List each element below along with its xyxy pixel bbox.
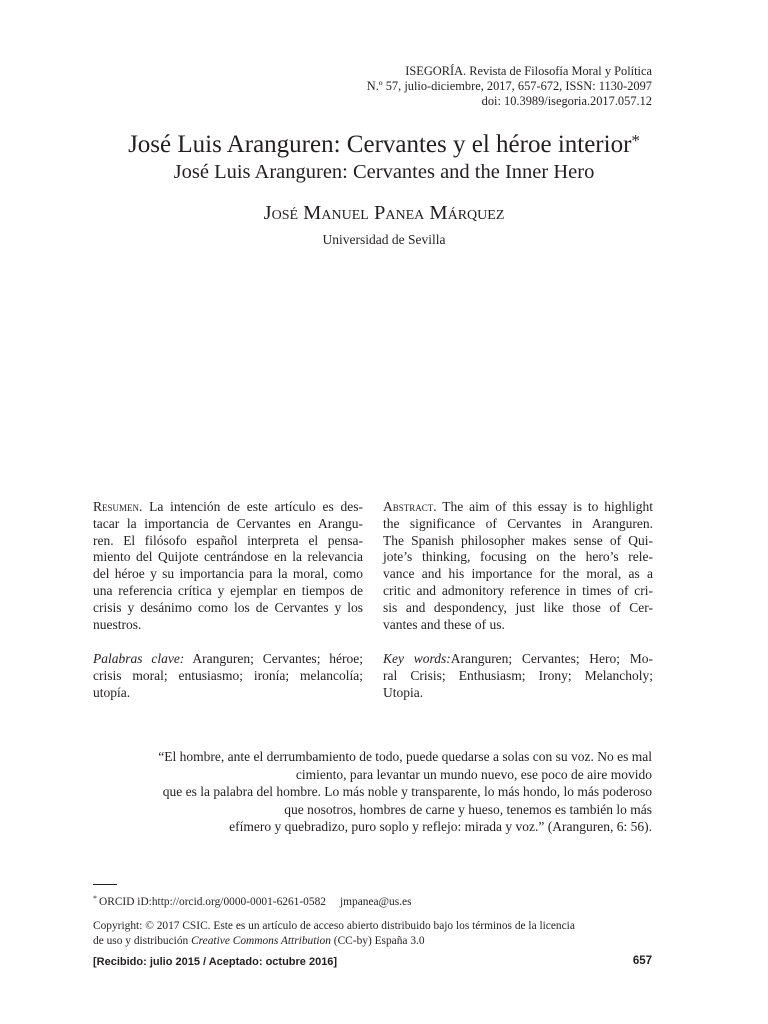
resumen-line: del héroe y su importancia para la moral, como	[93, 566, 363, 582]
resumen-line: ren. El filósofo español interpreta el pensa-	[93, 532, 363, 548]
author-email[interactable]: jmpanea@us.es	[339, 896, 412, 908]
quote-line: que es la palabra del hombre. Lo más noble y transparente, lo más hondo, lo más poderoso	[162, 784, 652, 800]
keywords-line: Utopia.	[383, 684, 424, 700]
abstract-label: Abstract.	[383, 499, 437, 514]
abstract-line: the significance of Cervantes in Aranguren.	[383, 515, 653, 531]
abstract-line: The Spanish philosopher makes sense of Qui-	[383, 532, 653, 548]
orcid-link[interactable]: ORCID iD:http://orcid.org/0000-0001-6261-0582	[99, 896, 326, 908]
abstract-line: Abstract. The aim of this essay is to highlight	[383, 499, 653, 514]
article-title-spanish	[0, 126, 768, 160]
resumen-label: Resumen.	[93, 499, 143, 514]
footnote-divider	[93, 884, 117, 885]
title-text: José Luis Aranguren: Cervantes y el héroe interior	[128, 131, 632, 158]
abstract-line: vance and his importance for the moral, as a	[383, 566, 653, 582]
journal-doi[interactable]: doi: 10.3989/isegoria.2017.057.12	[481, 94, 652, 109]
resumen-line: nuestros.	[93, 616, 142, 632]
resumen-line: una referencia crítica y ejemplar en tiempos de	[93, 582, 363, 598]
key-words-label: Key words:	[383, 651, 451, 667]
epigraph-quote	[92, 748, 652, 836]
resumen-line: Resumen. La intención de este artículo es des-	[93, 499, 363, 514]
abstract-line: sis and despondency, just like those of Cer-	[383, 599, 653, 615]
page-number: 657	[632, 955, 652, 967]
footnote-marker: *	[93, 894, 97, 903]
copyright-line: Copyright: © 2017 CSIC. Este es un artículo de acceso abierto distribuido bajo los términos de la licencia	[93, 920, 575, 932]
quote-line: cimiento, para levantar un mundo nuevo, ese poco de aire movido	[295, 766, 652, 782]
resumen-line: miento del Quijote centrándose en la relevancia	[93, 549, 363, 565]
resumen-line: crisis y desánimo como los de Cervantes y los	[93, 599, 363, 615]
key-words	[383, 651, 653, 701]
keywords-line: ral Crisis; Enthusiasm; Irony; Melancholy;	[383, 668, 653, 684]
copyright-line: de uso y distribución Creative Commons Attribution (CC-by) España 3.0	[93, 935, 425, 947]
keywords-line: crisis moral; entusiasmo; ironía; melancolía;	[93, 668, 363, 684]
journal-header	[367, 64, 652, 110]
journal-issue: N.º 57, julio-diciembre, 2017, 657-672, ISSN: 1130-2097	[366, 79, 652, 94]
quote-line: que nosotros, hombres de carne y hueso, tenemos es también lo más	[284, 801, 652, 817]
keywords-line: utopía.	[93, 684, 131, 700]
title-footnote-marker[interactable]: *	[631, 131, 640, 150]
palabras-clave	[93, 651, 363, 701]
abstract-line: vantes and these of us.	[383, 616, 505, 632]
resumen-paragraph	[93, 499, 363, 633]
abstract-paragraph	[383, 499, 653, 633]
copyright-notice	[93, 919, 575, 949]
resumen-column	[93, 499, 363, 702]
abstract-column	[383, 499, 653, 702]
abstract-line: jote’s thinking, focusing on the hero’s rele-	[383, 549, 653, 565]
palabras-clave-label: Palabras clave:	[93, 651, 185, 667]
article-title-english: José Luis Aranguren: Cervantes and the Inner Hero	[173, 161, 595, 183]
abstract-line: critic and admonitory reference in times of cri-	[383, 582, 653, 598]
author-affiliation: Universidad de Sevilla	[322, 232, 446, 247]
quote-line: efímero y quebradizo, puro soplo y reflejo: mirada y voz.” (Aranguren, 6: 56).	[229, 819, 652, 835]
received-accepted-dates: [Recibido: julio 2015 / Aceptado: octubre 2016]	[93, 956, 338, 968]
resumen-line: tacar la importancia de Cervantes en Arangu-	[93, 515, 363, 531]
quote-line: “El hombre, ante el derrumbamiento de todo, puede quedarse a solas con su voz. No es mal	[158, 749, 652, 764]
author-name: José Manuel Panea Márquez	[263, 202, 505, 224]
license-name[interactable]: Creative Commons Attribution	[191, 935, 331, 947]
footnote	[93, 892, 412, 909]
keywords-line: Key words:Aranguren; Cervantes; Hero; Mo-	[383, 651, 653, 667]
keywords-line: Palabras clave: Aranguren; Cervantes; héroe;	[93, 651, 363, 667]
journal-name: ISEGORÍA. Revista de Filosofía Moral y Política	[405, 64, 652, 78]
